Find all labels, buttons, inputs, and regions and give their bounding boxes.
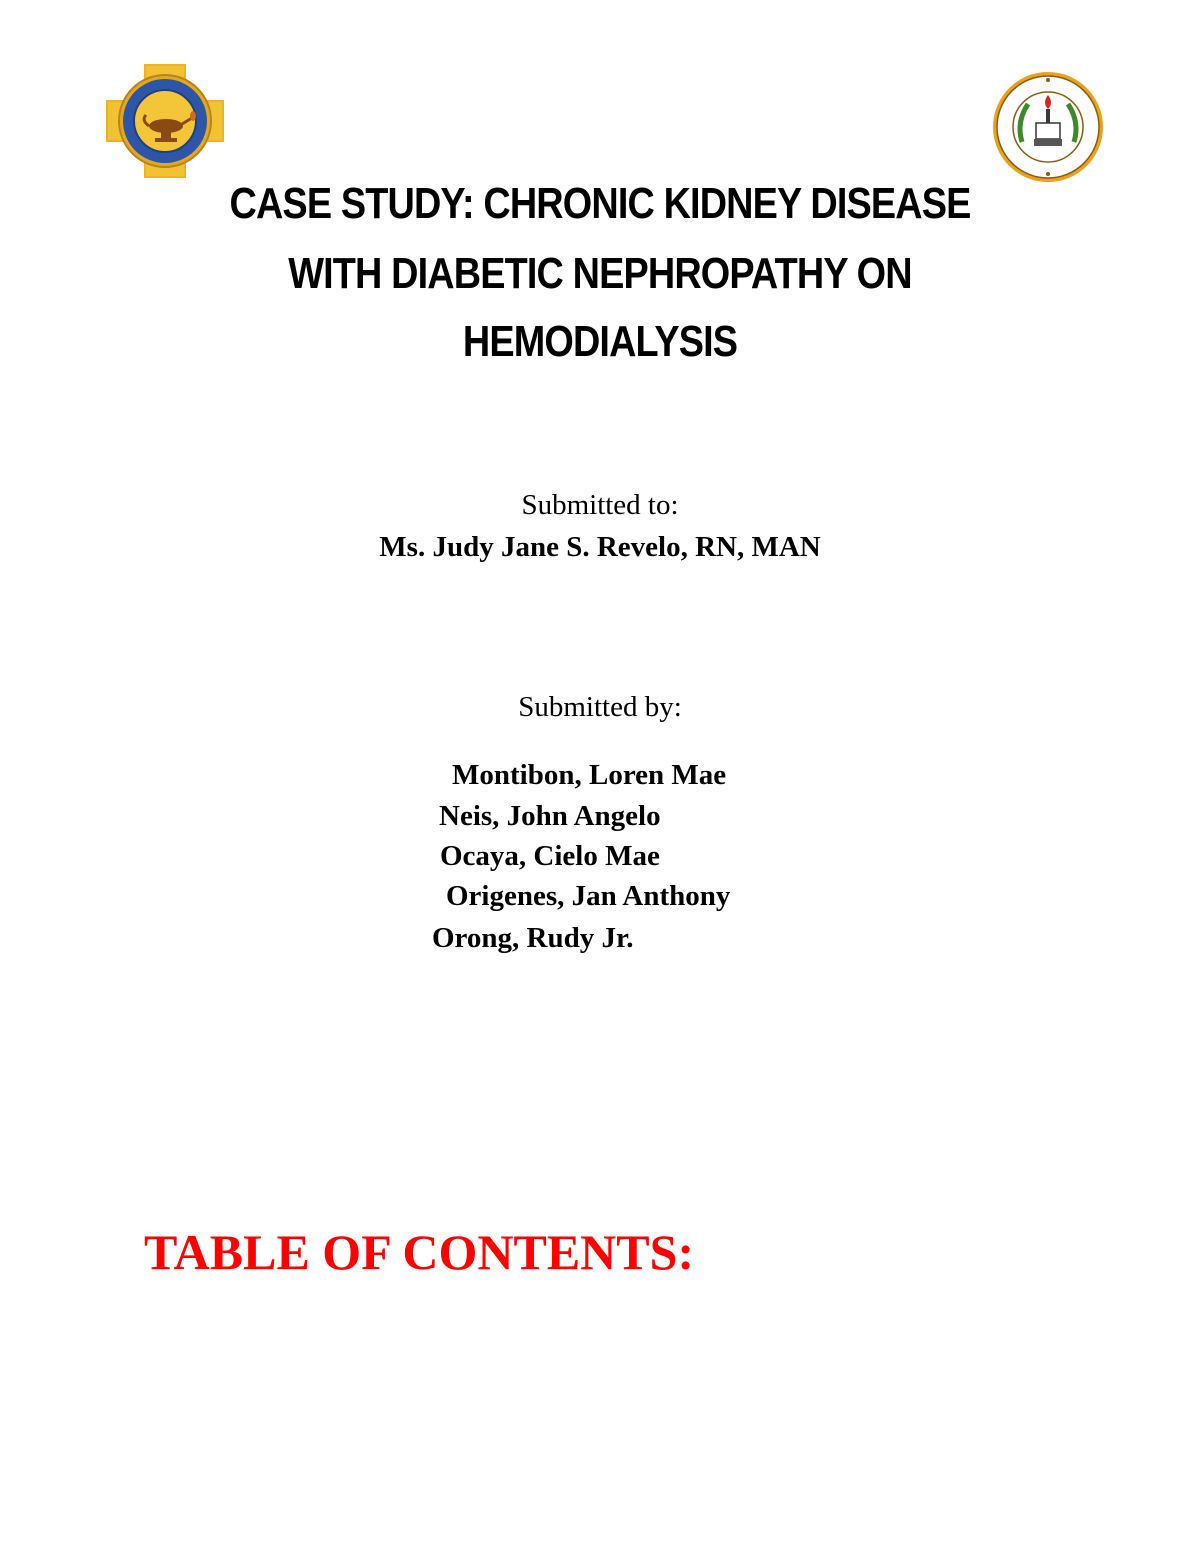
submitted-to-label: Submitted to: [521,489,679,521]
university-logo [988,70,1108,184]
title-line-1: CASE STUDY: CHRONIC KIDNEY DISEASE [229,179,971,228]
lamp-seal-icon [106,64,224,178]
nursing-college-logo [106,64,224,178]
title-line-2: WITH DIABETIC NEPHROPATHY ON [288,249,912,298]
title-line-3: HEMODIALYSIS [462,317,738,366]
member-name: Origenes, Jan Anthony [446,880,731,912]
table-of-contents-heading: TABLE OF CONTENTS: [144,1224,695,1280]
member-name: Ocaya, Cielo Mae [440,840,660,872]
member-name: Montibon, Loren Mae [452,759,727,791]
university-seal-icon [988,70,1108,184]
advisor-name: Ms. Judy Jane S. Revelo, RN, MAN [379,531,821,563]
submitted-by-label: Submitted by: [518,691,682,723]
member-name: Neis, John Angelo [439,800,661,832]
member-name: Orong, Rudy Jr. [432,922,634,954]
